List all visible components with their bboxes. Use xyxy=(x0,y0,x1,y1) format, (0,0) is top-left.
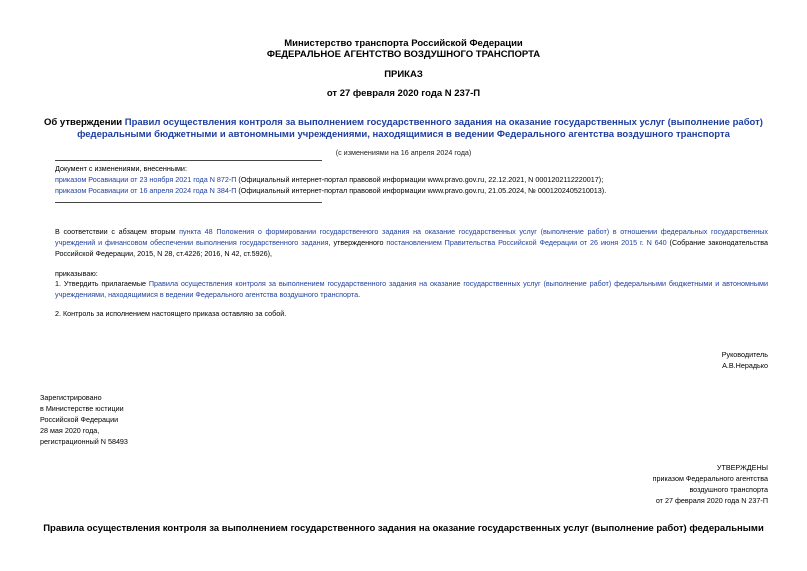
signature-block xyxy=(722,349,768,371)
agency-name: ФЕДЕРАЛЬНОЕ АГЕНТСТВО ВОЗДУШНОГО ТРАНСПОРТА xyxy=(266,49,541,60)
order-item-1-line-2 xyxy=(55,289,768,300)
change-item-1-rest: (Официальный интернет-портал правовой информации www.pravo.gov.ru, 22.12.2021, N 0001202112220017); xyxy=(236,175,604,184)
preamble-line-2 xyxy=(55,237,768,248)
order-item-1-link[interactable]: Правила осуществления контроля за выполнением государственного задания на оказание государственных услуг (выполнение работ) федеральными бюджетными и автономными xyxy=(148,279,768,288)
changes-block xyxy=(55,163,795,196)
preamble-text-c: (Собрание законодательства xyxy=(666,238,768,247)
title-link-continued[interactable]: федеральными бюджетными и автономными учреждениями, находящимися в ведении Федерального агентства воздушного транспорта xyxy=(77,129,730,140)
order-item-1-line-1 xyxy=(55,278,768,289)
orders-word: приказываю: xyxy=(55,269,98,278)
registration-line-1: Зарегистрировано xyxy=(40,393,102,402)
order-item-1-end: . xyxy=(358,290,361,299)
preamble-paragraph xyxy=(55,226,768,259)
approved-block xyxy=(653,462,768,506)
doc-type: ПРИКАЗ xyxy=(384,69,423,80)
divider-bottom xyxy=(55,202,322,203)
registration-line-4: 28 мая 2020 года, xyxy=(40,426,100,435)
approved-line-4: от 27 февраля 2020 года N 237-П xyxy=(655,496,768,505)
title-prefix: Об утверждении xyxy=(44,117,125,128)
change-link-2[interactable]: приказом Росавиации от 16 апреля 2024 года N 384-П xyxy=(55,186,237,195)
rules-title: Правила осуществления контроля за выполнением государственного задания на оказание государственных услуг (выполнение работ) федеральными xyxy=(43,523,764,534)
document-title-line2 xyxy=(0,129,807,140)
signer-role: Руководитель xyxy=(721,350,768,359)
preamble-link-1[interactable]: пункта 48 Положения о формировании государственного задания на оказание государственных услуг (выполнение работ) в отношении федеральных государственных xyxy=(179,227,768,236)
approved-line-2: приказом Федерального агентства xyxy=(652,474,768,483)
preamble-link-1b[interactable]: учреждений и финансовом обеспечении выполнения государственного задания xyxy=(55,238,329,247)
order-item-1-link-continued[interactable]: учреждениями, находящимися в ведении Федерального агентства воздушного транспорта xyxy=(55,290,359,299)
amend-note: (с изменениями на 16 апреля 2024 года) xyxy=(335,148,472,157)
preamble-link-2[interactable]: постановлением Правительства Российской Федерации от 26 июня 2015 г. N 640 xyxy=(386,238,667,247)
order-item-1-text: 1. Утвердить прилагаемые xyxy=(55,279,149,288)
registration-line-5: регистрационный N 58493 xyxy=(40,437,128,446)
registration-block xyxy=(40,392,128,447)
change-item-2 xyxy=(55,185,795,196)
document-title xyxy=(0,117,807,128)
title-link[interactable]: Правил осуществления контроля за выполнением государственного задания на оказание государственных услуг (выполнение работ) xyxy=(124,117,763,128)
preamble-line-3: Российской Федерации, 2015, N 28, ст.4226; 2016, N 42, ст.5926), xyxy=(55,249,273,258)
changes-intro: Документ с изменениями, внесенными: xyxy=(55,164,187,173)
change-item-1 xyxy=(55,174,795,185)
divider-top xyxy=(55,160,322,161)
order-item-2: 2. Контроль за исполнением настоящего приказа оставляю за собой. xyxy=(55,309,287,318)
preamble-text-a: В соответствии с абзацем вторым xyxy=(55,227,180,236)
registration-line-3: Российской Федерации xyxy=(40,415,119,424)
approved-line-3: воздушного транспорта xyxy=(689,485,768,494)
preamble-line-1 xyxy=(55,226,768,237)
signer-name: А.В.Нерадько xyxy=(722,361,768,370)
order-item-1 xyxy=(55,278,768,300)
preamble-text-b: , утвержденного xyxy=(328,238,387,247)
approved-line-1: УТВЕРЖДЕНЫ xyxy=(716,463,768,472)
change-link-1[interactable]: приказом Росавиации от 23 ноября 2021 года N 872-П xyxy=(55,175,237,184)
ministry-name: Министерство транспорта Российской Федерации xyxy=(284,38,523,49)
change-item-2-rest: (Официальный интернет-портал правовой информации www.pravo.gov.ru, 21.05.2024, № 0001202405210013). xyxy=(236,186,607,195)
doc-date: от 27 февраля 2020 года N 237-П xyxy=(326,88,481,99)
registration-line-2: в Министерстве юстиции xyxy=(40,404,124,413)
